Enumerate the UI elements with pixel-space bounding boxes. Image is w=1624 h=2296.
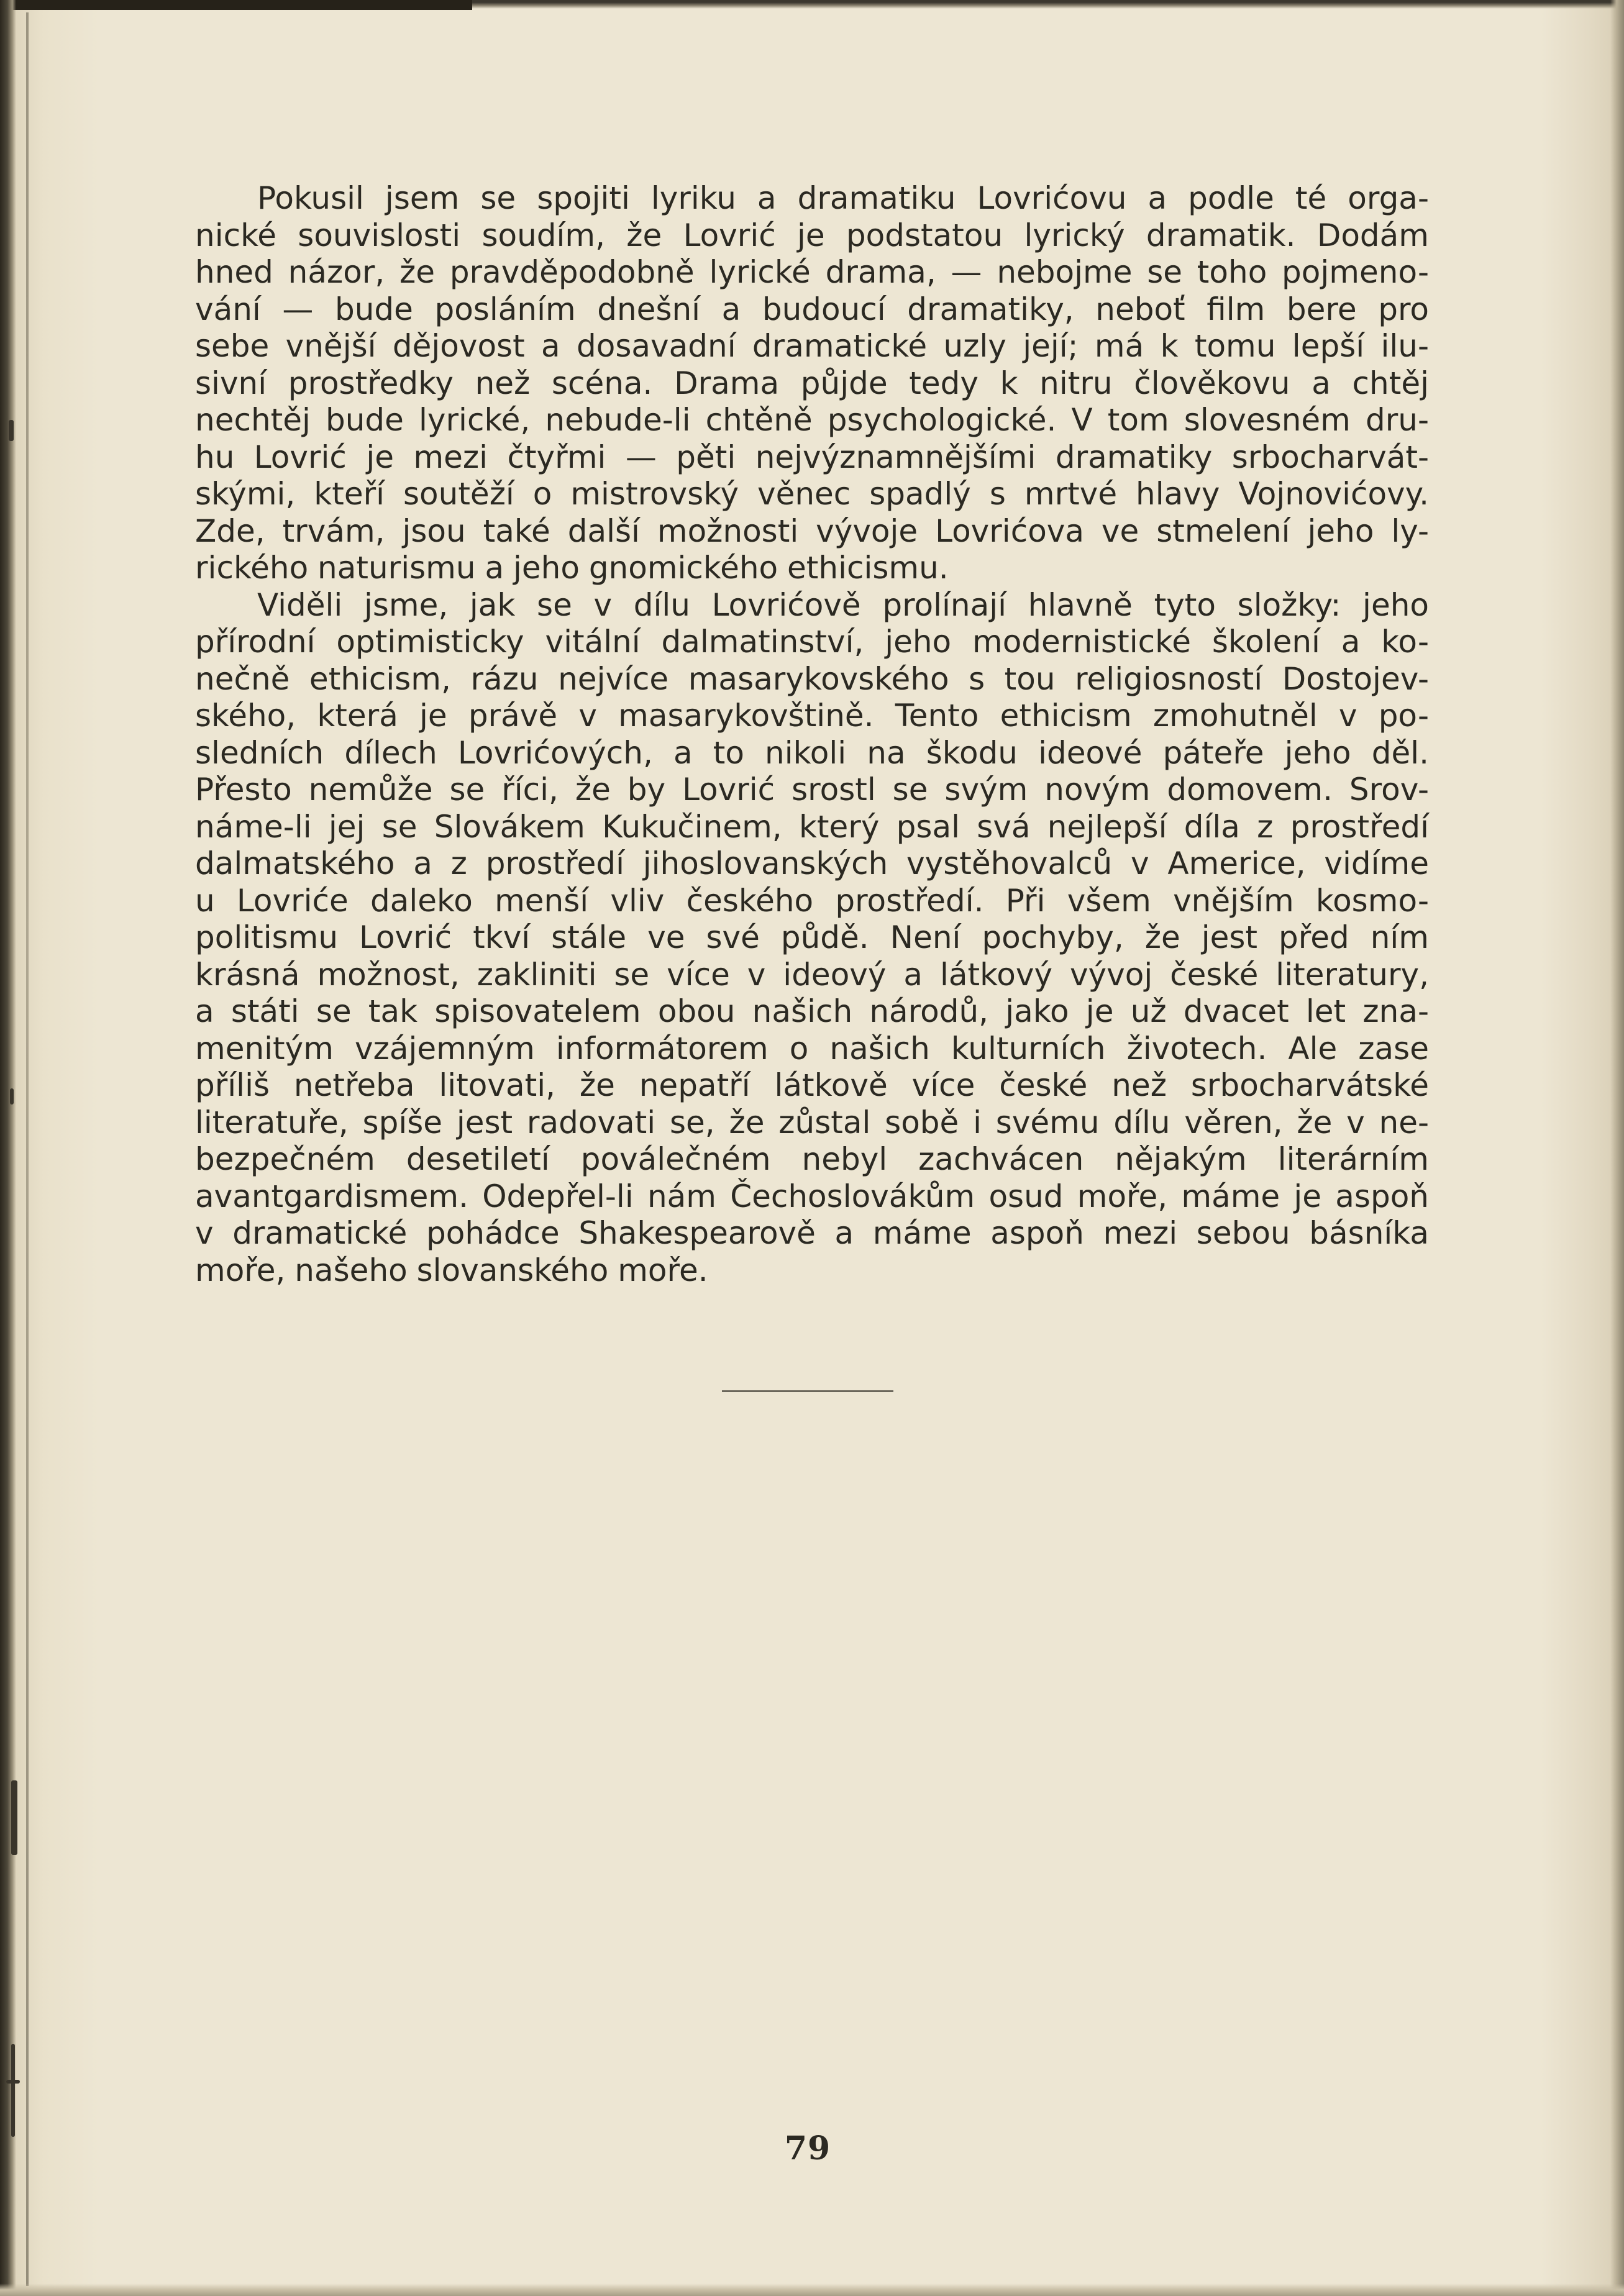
text-line: nečně ethicism, rázu nejvíce masarykovského s tou religiosností Dostojev- [195,660,1429,697]
text-line: Přesto nemůže se říci, že by Lovrić srostl se svým novým domovem. Srov- [195,772,1429,808]
text-line: vání — bude posláním dnešní a budoucí dramatiky, neboť film bere pro [195,291,1429,327]
text-line: Zde, trvám, jsou také další možnosti vývoje Lovrićova ve stmelení jeho ly- [195,512,1429,549]
text-line: politismu Lovrić tkví stále ve své půdě. Není pochyby, že jest před ním [195,919,1429,955]
text-line: rického naturismu a jeho gnomického ethicismu. [195,550,949,586]
body-text [195,180,1429,1289]
text-line: Viděli jsme, jak se v dílu Lovrićově prolínají hlavně tyto složky: jeho [257,586,1429,623]
text-line: přírodní optimisticky vitální dalmatinství, jeho modernistické školení a ko- [195,624,1429,660]
spine-fold-line [26,12,29,2286]
text-line: hu Lovrić je mezi čtyřmi — pěti nejvýznamnějšími dramatiky srbocharvát- [195,439,1429,475]
text-line: dalmatského a z prostředí jihoslovanských vystěhovalců v Americe, vidíme [195,845,1429,882]
text-line: příliš netřeba litovati, že nepatří látkově více české než srbocharvátské [195,1067,1429,1103]
text-line: krásná možnost, zakliniti se více v ideový a látkový vývoj české literatury, [195,956,1429,993]
text-line: hned názor, že pravděpodobně lyrické drama, — nebojme se toho pojmeno- [195,254,1429,290]
spine-mark [11,2044,15,2137]
text-line: ského, která je právě v masarykovštině. Tento ethicism zmohutněl v po- [195,698,1429,734]
text-line: sledních dílech Lovrićových, a to nikoli na škodu ideové páteře jeho děl. [195,734,1429,771]
page-corner-shadow [0,0,472,10]
page-bottom-edge [0,2284,1624,2296]
text-line: avantgardismem. Odepřel-li nám Čechoslovákům osud moře, máme je aspoň [195,1178,1429,1214]
text-line: nické souvislosti soudím, že Lovrić je podstatou lyrický dramatik. Dodám [195,217,1429,253]
text-line: bezpečném desetiletí poválečném nebyl zachvácen nějakým literárním [195,1141,1429,1177]
spine-mark [10,1088,14,1105]
paragraph [195,587,1429,1290]
text-line: náme-li jej se Slovákem Kukučinem, který psal svá nejlepší díla z prostředí [195,808,1429,845]
text-line: Pokusil jsem se spojiti lyriku a dramatiku Lovrićovu a podle té orga- [257,180,1429,216]
text-line: menitým vzájemným informátorem o našich kulturních životech. Ale zase [195,1030,1429,1067]
text-line: u Lovriće daleko menší vliv českého prostředí. Při všem vnějším kosmo- [195,882,1429,919]
page-number: 79 [784,2130,831,2167]
text-line: sebe vnější dějovost a dosavadní dramatické uzly její; má k tomu lepší ilu- [195,328,1429,364]
spine-mark [11,1780,17,1855]
section-end-rule [722,1390,893,1392]
book-spine-edge [0,0,16,2296]
text-line: v dramatické pohádce Shakespearově a máme aspoň mezi sebou básníka [195,1215,1429,1251]
spine-mark [9,420,14,441]
text-line: nechtěj bude lyrické, nebude-li chtěně psychologické. V tom slovesném dru- [195,402,1429,438]
text-line: literatuře, spíše jest radovati se, že zůstal sobě i svému dílu věren, že v ne- [195,1104,1429,1141]
text-line: sivní prostředky než scéna. Drama půjde tedy k nitru člověkovu a chtěj [195,365,1429,401]
text-line: skými, kteří soutěží o mistrovský věnec spadlý s mrtvé hlavy Vojnovićovy. [195,476,1429,512]
text-line: a státi se tak spisovatelem obou našich národů, jako je už dvacet let zna- [195,993,1429,1029]
text-line: moře, našeho slovanského moře. [195,1252,708,1288]
paragraph [195,180,1429,587]
page-right-edge [1610,0,1624,2296]
